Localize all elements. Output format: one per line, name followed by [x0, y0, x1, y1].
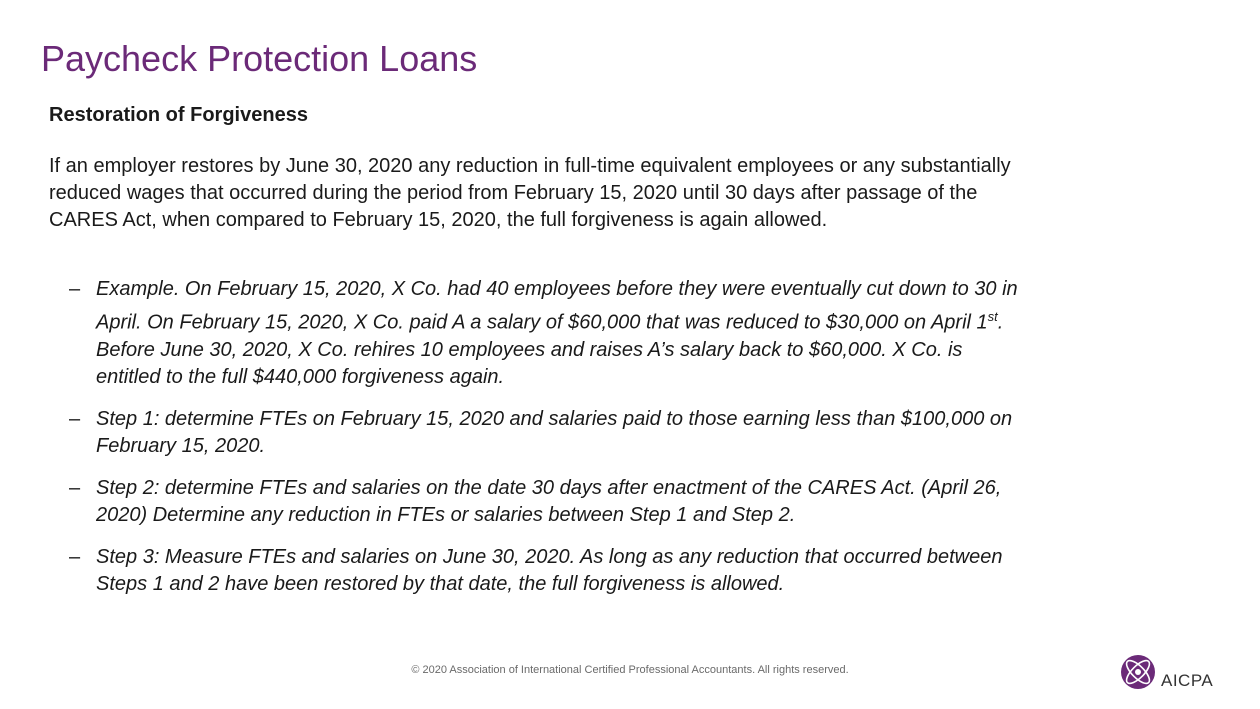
step-2-text: Step 2: determine FTEs and salaries on the date 30 days after enactment of the CARES Act. (April 26, 2020) Determine any reduction in FTEs or salaries between Step 1 and Step 2.: [96, 476, 1002, 526]
bullet-example: [69, 276, 1029, 391]
intro-paragraph: If an employer restores by June 30, 2020 any reduction in full-time equivalent employees or any substantially reduced wages that occurred during the period from February 15, 2020 until 30 days after passage of the CARES Act, when compared to February 15, 2020, the full forgiveness is again allowed.: [49, 155, 1011, 231]
example-superscript: st: [987, 309, 998, 324]
bullet-dash: –: [69, 407, 81, 430]
copyright-footer: © 2020 Association of International Certified Professional Accountants. All rights reserved.: [411, 664, 849, 676]
aicpa-logo-text: AICPA: [1161, 671, 1214, 690]
aicpa-logo: [1118, 652, 1228, 692]
example-text-end: . Before June 30, 2020, X Co. rehires 10 employees and raises A’s salary back to $60,000. X Co. is entitled to the full $440,000 forgiveness again.: [96, 311, 1004, 388]
step-3-text: Step 3: Measure FTEs and salaries on June 30, 2020. As long as any reduction that occurred between Steps 1 and 2 have been restored by that date, the full forgiveness is allowed.: [96, 545, 1003, 595]
bullet-list: [69, 276, 1029, 613]
bullet-dash: –: [69, 545, 81, 568]
aicpa-globe-icon: [1118, 652, 1158, 692]
bullet-dash: –: [69, 476, 81, 499]
bullet-step-2: [69, 475, 1029, 529]
example-text-start: Example. On February 15, 2020, X Co. had 40 employees before they were eventually cut down to 30 in April. On February 15, 2020, X Co. paid A a salary of $60,000 that was reduced to $30,000 on April 1: [96, 278, 1018, 334]
slide-subtitle: Restoration of Forgiveness: [49, 104, 308, 126]
slide-title: Paycheck Protection Loans: [41, 38, 478, 79]
bullet-step-3: [69, 544, 1029, 598]
bullet-step-1: [69, 406, 1029, 460]
step-1-text: Step 1: determine FTEs on February 15, 2020 and salaries paid to those earning less than $100,000 on February 15, 2020.: [96, 407, 1013, 457]
bullet-dash: –: [69, 278, 81, 300]
